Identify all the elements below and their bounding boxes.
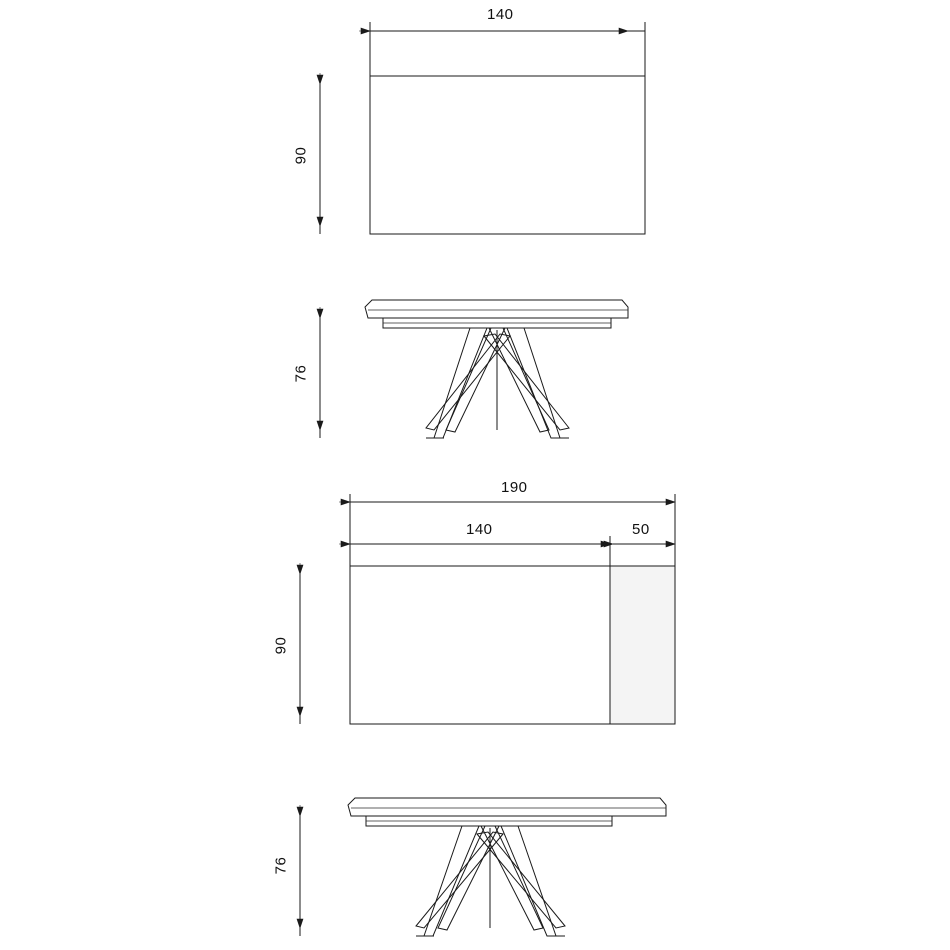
closed-front-view-geometry — [365, 300, 628, 438]
dimension-label-front-height: 76 — [292, 364, 310, 383]
dimension-label-ext-depth: 90 — [272, 636, 290, 655]
dimension-label-ext-add: 50 — [632, 521, 650, 538]
extended-front-view-geometry — [348, 798, 666, 936]
closed-top-view-geometry — [370, 76, 645, 234]
dimension-label-ext-total: 190 — [501, 479, 528, 496]
dimension-label-top-width: 140 — [487, 6, 514, 23]
dimension-top-width-140 — [370, 22, 645, 76]
extended-top-view-geometry — [350, 566, 675, 724]
dimension-label-top-depth: 90 — [292, 146, 310, 165]
dimension-ext-chain — [350, 536, 675, 566]
dimension-label-ext-height: 76 — [272, 856, 290, 875]
dimension-label-ext-base: 140 — [466, 521, 493, 538]
dimension-ext-total-190 — [350, 494, 675, 566]
